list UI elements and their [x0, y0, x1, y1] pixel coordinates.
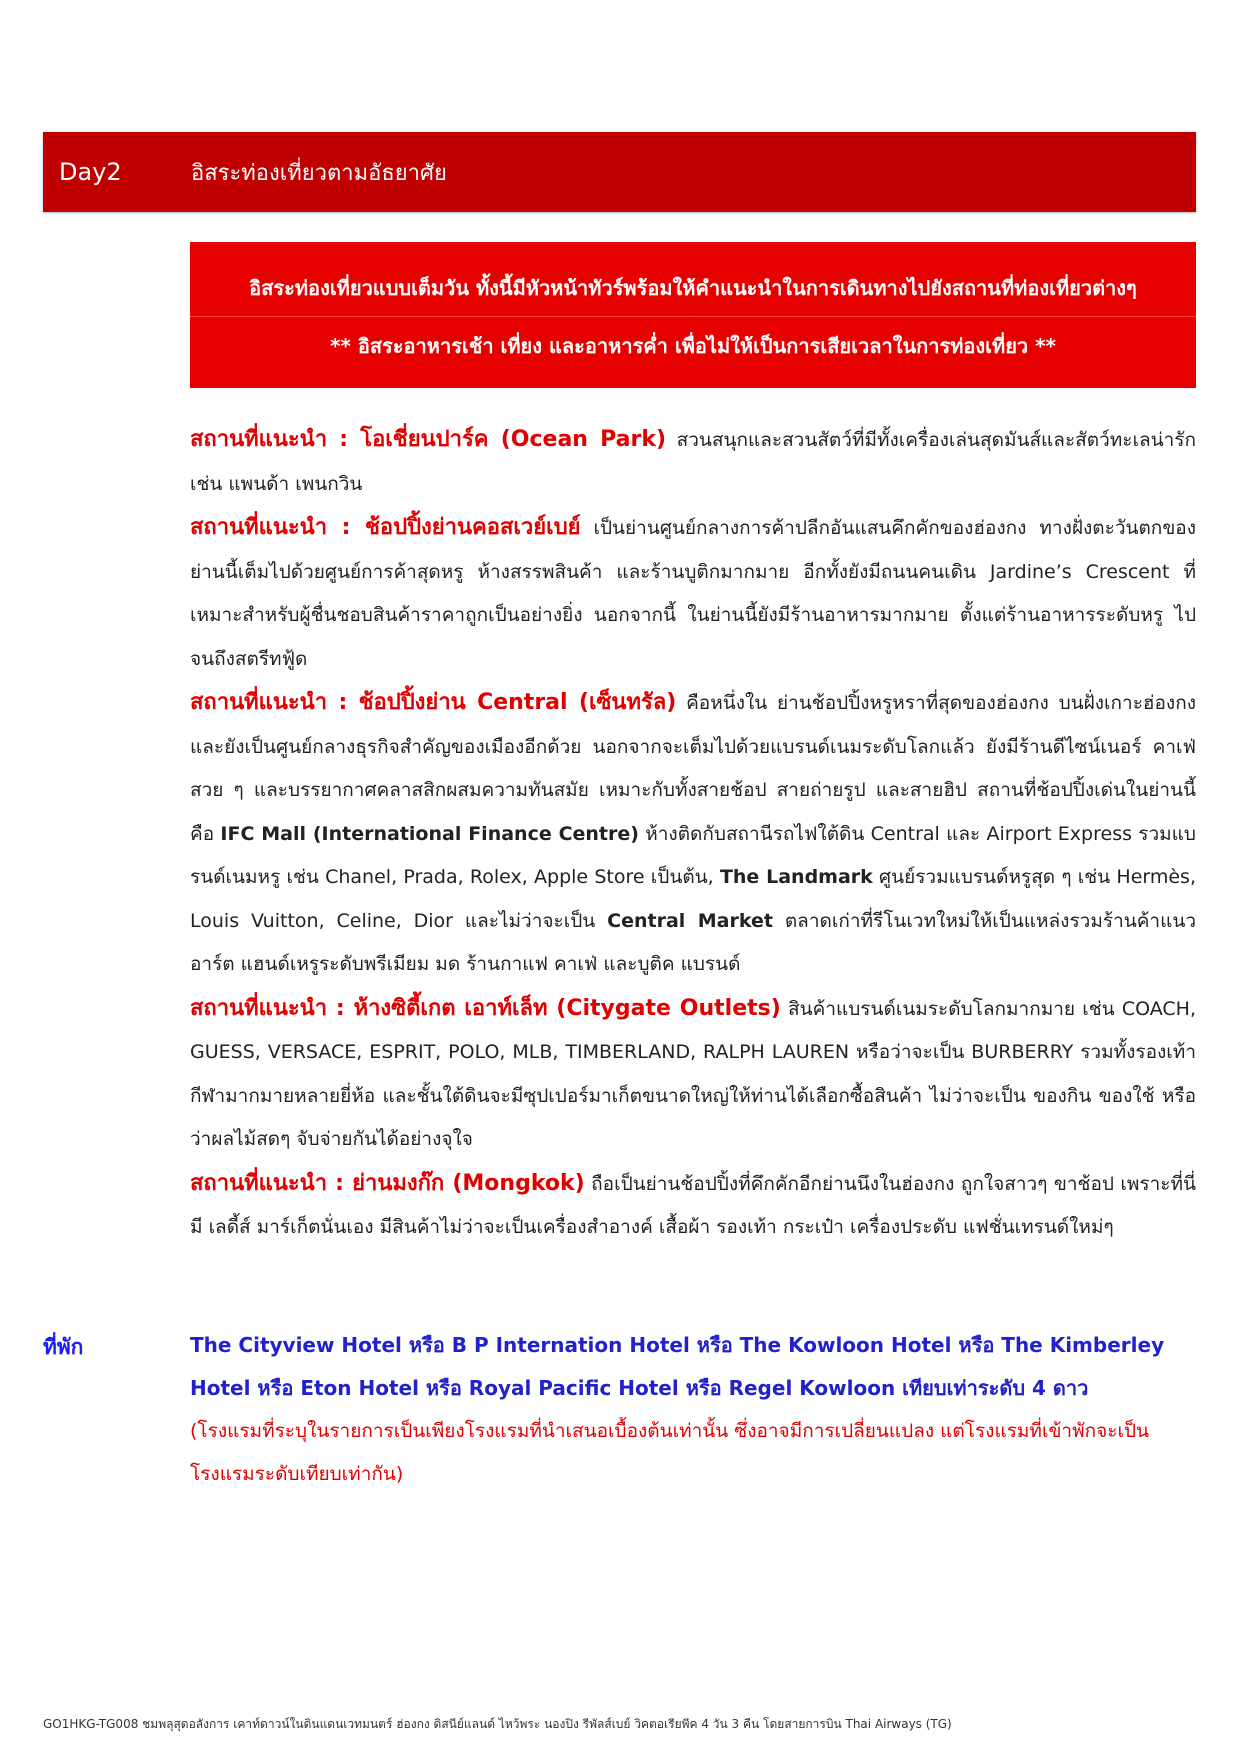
central-market-name: Central Market: [607, 909, 773, 932]
day-header: [43, 132, 1196, 212]
accommodation-label: ที่พัก: [43, 1335, 84, 1359]
place-paragraph: [190, 987, 1196, 1162]
place-paragraph: [190, 681, 1196, 987]
place-text: คือหนึ่งใน ย่านช้อปปิ้งหรูหราที่สุดของฮ่องกง บนฝั่งเกาะฮ่องกง และยังเป็นศูนย์กลางธุรกิจสำคัญของเมืองอีกด้วย นอกจากจะเต็มไปด้วยแบรนด์เนมระดับโลกแล้ว ยังมีร้านดีไซน์เนอร์ คาเฟ่สวย ๆ และบรรยากาศคลาสสิกผสมความทันสมัย เหมาะกับทั้งสายช้อป สายถ่ายรูป และสายฮิป สถานที่ช้อปปิ้งเด่นในย่านนี้ คือ: [190, 692, 1196, 845]
hotel-list: The Cityview Hotel หรือ B P Internation Hotel หรือ The Kowloon Hotel หรือ The Kimberley Hotel หรือ Eton Hotel หรือ Royal Pacific Hotel หรือ Regel Kowloon เทียบเท่าระดับ 4 ดาว: [190, 1333, 1165, 1400]
page-footer: GO1HKG-TG008 ชมพลุสุดอลังการ เคาท์ดาวน์ในดินแดนเวทมนตร์ ฮ่องกง ดิสนีย์แลนด์ ไหว้พระ นองปิง รีพัลส์เบย์ วิคตอเรียพีค 4 วัน 3 คืน โดยสายการบิน Thai Airways (TG): [43, 1717, 952, 1731]
ifc-mall-name: IFC Mall (International Finance Centre): [220, 822, 639, 845]
notice-divider: [190, 316, 1196, 317]
place-heading: สถานที่แนะนำ : ย่านมงก๊ก (Mongkok): [190, 1170, 585, 1196]
place-text: เป็นย่านศูนย์กลางการค้าปลีกอันแสนคึกคักของฮ่องกง ทางฝั่งตะวันตกของย่านนี้เต็มไปด้วยศูนย์การค้าสุดหรู ห้างสรรพสินค้า และร้านบูติกมากมาย อีกทั้งยังมีถนนคนเดิน Jardine’s Crescent ที่เหมาะสำหรับผู้ชื่นชอบสินค้าราคาถูกเป็นอย่างยิ่ง นอกจากนี้ ในย่านนี้ยังมีร้านอาหารมากมาย ตั้งแต่ร้านอาหารระดับหรู ไปจนถึงสตรีทฟู้ด: [190, 517, 1196, 670]
notice-line-2: ** อิสระอาหารเช้า เที่ยง และอาหารค่ำ เพื่อไม่ให้เป็นการเสียเวลาในการท่องเที่ยว **: [329, 334, 1057, 358]
place-text: ตลาดเก่าที่รีโนเวทใหม่ให้เป็นแหล่งรวมร้านค้าแนวอาร์ต แฮนด์เหรูระดับพรีเมียม มด ร้านกาแฟ คาเฟ่ และบูติค แบรนด์: [190, 909, 1197, 975]
day-title: อิสระท่องเที่ยวตามอัธยาศัย: [191, 160, 447, 186]
hotel-note: (โรงแรมที่ระบุในรายการเป็นเพียงโรงแรมที่นำเสนอเบื้องต้นเท่านั้น ซึ่งอาจมีการเปลี่ยนแปลง แต่โรงแรมที่เข้าพักจะเป็นโรงแรมระดับเทียบเท่ากัน): [190, 1420, 1150, 1485]
place-text: ห้างติดกับสถานีรถไฟใต้ดิน Central และ Airport Express รวมแบรนด์เนมหรู เช่น Chanel, Prada, Rolex, Apple Store เป็นต้น,: [190, 822, 1196, 888]
place-paragraph: [190, 506, 1196, 681]
place-paragraph: [190, 418, 1196, 506]
place-heading: สถานที่แนะนำ : โอเชี่ยนปาร์ค (Ocean Park): [190, 427, 667, 452]
landmark-name: The Landmark: [719, 866, 873, 888]
day-label: Day2: [59, 158, 122, 186]
itinerary-content: [190, 418, 1196, 1250]
notice-line-1: อิสระท่องเที่ยวแบบเต็มวัน ทั้งนี้มีหัวหน้าทัวร์พร้อมให้คำแนะนำในการเดินทางไปยังสถานที่ท่องเที่ยวต่างๆ: [249, 276, 1137, 300]
place-paragraph: [190, 1162, 1196, 1250]
place-heading: สถานที่แนะนำ : ช้อปปิ้งย่านคอสเวย์เบย์: [190, 515, 581, 540]
accommodation-section: [190, 1324, 1196, 1496]
place-text: สวนสนุกและสวนสัตว์ที่มีทั้งเครื่องเล่นสุดมันส์และสัตว์ทะเลน่ารัก เช่น แพนด้า เพนกวิน: [190, 429, 1196, 495]
place-text: ถือเป็นย่านช้อปปิ้งที่คึกคักอีกย่านนึงในฮ่องกง ถูกใจสาวๆ ขาช้อป เพราะที่นี่มี เลดี้ส์ มาร์เก็ตนั่นเอง มีสินค้าไม่ว่าจะเป็นเครื่องสำอางค์ เสื้อผ้า รองเท้า กระเป๋า เครื่องประดับ แฟชั่นเทรนด์ใหม่ๆ: [190, 1172, 1197, 1238]
notice-box: [190, 242, 1196, 388]
place-text: สินค้าแบรนด์เนมระดับโลกมากมาย เช่น COACH, GUESS, VERSACE, ESPRIT, POLO, MLB, TIMBERLAND, RALPH LAUREN หรือว่าจะเป็น BURBERRY รวมทั้งรองเท้ากีฬามากมายหลายยี่ห้อ และชั้นใต้ดินจะมีซุปเปอร์มาเก็ตขนาดใหญ่ให้ท่านได้เลือกซื้อสินค้า ไม่ว่าจะเป็น ของกิน ของใช้ หรือว่าผลไม้สดๆ จับจ่ายกันได้อย่างจุใจ: [190, 997, 1197, 1150]
place-heading: สถานที่แนะนำ : ห้างซิตี้เกต เอาท์เล็ท (Citygate Outlets): [190, 995, 781, 1021]
place-heading: สถานที่แนะนำ : ช้อปปิ้งย่าน Central (เซ็นทรัล): [190, 690, 677, 715]
place-text: ศูนย์รวมแบรนด์หรูสุด ๆ เช่น Hermès, Louis Vuitton, Celine, Dior และไม่ว่าจะเป็น: [190, 866, 1196, 932]
